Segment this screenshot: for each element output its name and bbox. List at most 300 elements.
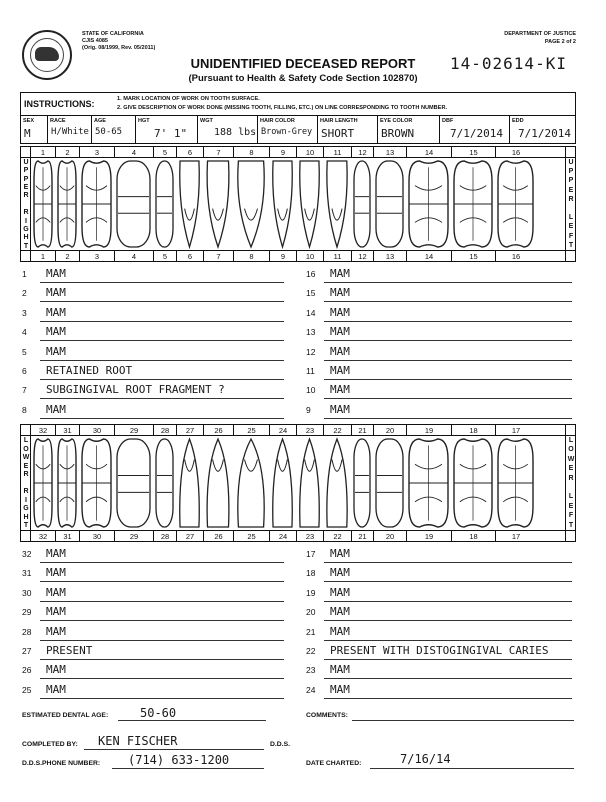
tooth-number-top-11: 11 [323,147,351,158]
est-age-value: 50-60 [140,706,177,720]
entry-line [324,640,572,641]
tooth-number-bottom-15: 15 [451,251,495,262]
side-label-letter: H [23,234,29,242]
side-label-letter: F [568,512,574,520]
entry-line [324,698,572,699]
tooth-number-bottom-6: 6 [176,251,203,262]
tooth-number-bottom-28: 28 [153,531,176,542]
entry-tooth-32[interactable] [22,546,284,564]
entry-line [324,360,572,361]
tooth-number-top-30: 30 [79,425,114,436]
entry-line [324,398,572,399]
side-label-letter: R [568,195,574,203]
entry-text: MAM [46,402,66,416]
upper-teeth [31,158,565,250]
weight-label: WGT [200,118,213,124]
entry-text: MAM [46,682,66,696]
case-number: 14-02614-KI [450,54,567,73]
tooth-number-top-13: 13 [373,147,406,158]
entry-line [40,321,284,322]
height-value: 7' 1" [154,127,188,140]
report-subtitle: (Pursuant to Health & Safety Code Section 102870) [188,73,418,84]
entry-tooth-13[interactable] [306,324,572,342]
date-charted-line [370,768,574,769]
upper-teeth-chart [20,146,576,262]
entry-tooth-4[interactable] [22,324,284,342]
instructions-label: INSTRUCTIONS: [24,99,95,109]
tooth-number-bottom-16: 16 [495,251,536,262]
entry-number: 20 [306,607,316,618]
tooth-number-top-20: 20 [373,425,406,436]
side-label-letter: P [23,175,29,183]
entry-number: 8 [22,404,27,415]
entry-tooth-26[interactable] [22,662,284,680]
instruction-1: 1. MARK LOCATION OF WORK ON TOOTH SURFACE. [117,96,260,102]
side-label-letter: E [23,462,29,470]
side-label-letter: R [23,192,29,200]
entry-line [324,562,572,563]
side-label-letter: O [568,446,574,454]
entry-text: MAM [46,305,66,319]
entry-tooth-31[interactable] [22,565,284,583]
lower-left-label [565,425,575,541]
tooth-number-top-24: 24 [269,425,296,436]
entry-number: 13 [306,327,316,338]
tooth-9[interactable] [269,158,296,250]
entry-tooth-17[interactable] [306,546,572,564]
phone-value: (714) 633-1200 [128,753,230,767]
tooth-10[interactable] [296,158,323,250]
side-label-letter: P [23,167,29,175]
entry-line [40,678,284,679]
side-label-letter: F [568,232,574,240]
entry-number: 1 [22,269,27,279]
dds-label: D.D.S. [270,741,291,748]
age-label: AGE [94,118,106,124]
entry-tooth-14[interactable] [306,305,572,323]
tooth-number-bottom-11: 11 [323,251,351,262]
entry-line [324,601,572,602]
lower-right-label [21,425,31,541]
entry-line [40,640,284,641]
entry-tooth-12[interactable] [306,344,572,362]
entry-line [324,282,572,283]
eye-color-cell [377,116,439,144]
entry-number: 29 [22,607,32,618]
entry-line [324,659,572,660]
tooth-number-top-21: 21 [351,425,373,436]
side-label-letter: R [23,488,29,496]
hair-length-label: HAIR LENGTH [320,118,358,124]
entry-number: 30 [22,587,32,598]
entry-text: MAM [330,682,350,696]
entry-text: MAM [46,325,66,339]
entry-number: 21 [306,626,316,637]
tooth-number-bottom-27: 27 [176,531,203,542]
side-label-letter: L [568,437,574,444]
side-label-letter: E [568,186,574,194]
entry-number: 26 [22,665,32,676]
entry-text: MAM [330,585,350,599]
tooth-22[interactable] [323,436,351,530]
entry-number: 11 [306,366,315,376]
tooth-16[interactable] [495,158,536,250]
entry-number: 10 [306,385,316,396]
entry-number: 17 [306,549,316,559]
side-label-letter: E [568,465,574,473]
lower-numbers-bottom [21,530,575,541]
tooth-20[interactable] [373,436,406,530]
tooth-number-bottom-5: 5 [153,251,176,262]
tooth-number-top-19: 19 [406,425,451,436]
entry-tooth-20[interactable] [306,604,572,622]
entry-text: MAM [46,624,66,638]
tooth-number-bottom-31: 31 [55,531,79,542]
report-title: UNIDENTIFIED DECEASED REPORT [190,56,416,71]
tooth-27[interactable] [176,436,203,530]
tooth-number-top-15: 15 [451,147,495,158]
tooth-number-bottom-20: 20 [373,531,406,542]
hair-length-cell [317,116,377,144]
tooth-number-bottom-13: 13 [373,251,406,262]
sex-label: SEX [23,118,35,124]
age-cell [91,116,135,144]
completed-by-line [84,749,264,750]
tooth-number-top-31: 31 [55,425,79,436]
tooth-14[interactable] [406,158,451,250]
tooth-number-top-17: 17 [495,425,536,436]
tooth-number-top-27: 27 [176,425,203,436]
entry-text: PRESENT [46,644,93,657]
phone-line [112,768,264,769]
entry-text: MAM [46,663,66,677]
lower-numbers-top [21,425,575,436]
dbf-label: DBF [442,118,454,124]
entry-line [324,340,572,341]
tooth-32[interactable] [31,436,55,530]
entry-line [324,321,572,322]
entry-line [324,301,572,302]
tooth-26[interactable] [203,436,233,530]
side-label-letter: E [568,223,574,231]
est-age-label: ESTIMATED DENTAL AGE: [22,712,109,719]
tooth-number-bottom-25: 25 [233,531,269,542]
completed-by-value: KEN FISCHER [98,734,178,748]
entry-tooth-18[interactable] [306,565,572,583]
tooth-31[interactable] [55,436,79,530]
entry-tooth-15[interactable] [306,285,572,303]
entry-number: 32 [22,549,32,559]
entry-text: MAM [330,547,350,560]
entry-line [40,379,284,380]
tooth-number-top-6: 6 [176,147,203,158]
entry-number: 27 [22,646,32,656]
race-label: RACE [50,118,66,124]
tooth-15[interactable] [451,158,495,250]
side-label-letter: O [23,445,29,453]
tooth-number-bottom-8: 8 [233,251,269,262]
tooth-19[interactable] [406,436,451,530]
entry-text: MAM [330,364,350,377]
tooth-12[interactable] [351,158,373,250]
entry-text: MAM [46,286,66,300]
tooth-11[interactable] [323,158,351,250]
tooth-number-top-26: 26 [203,425,233,436]
tooth-29[interactable] [114,436,153,530]
entry-tooth-22[interactable] [306,643,572,661]
tooth-number-bottom-7: 7 [203,251,233,262]
upper-numbers-top [21,147,575,158]
entry-line [40,282,284,283]
tooth-number-top-32: 32 [38,426,48,435]
tooth-number-top-14: 14 [406,147,451,158]
entry-tooth-2[interactable] [22,285,284,303]
entry-tooth-7[interactable] [22,382,284,400]
entry-tooth-29[interactable] [22,604,284,622]
tooth-number-bottom-32: 32 [38,532,48,541]
tooth-4[interactable] [114,158,153,250]
dbf-cell [439,116,509,144]
page-number: PAGE 2 of 2 [544,39,576,45]
entry-text: MAM [330,286,350,300]
edd-cell [509,116,577,144]
sex-value: M [24,127,31,140]
entry-number: 9 [306,404,311,415]
side-label-letter: T [23,242,29,250]
comments-label: COMMENTS: [306,712,348,719]
entry-text: MAM [330,566,350,580]
entry-line [40,620,284,621]
side-label-letter: U [568,159,574,166]
entry-line [40,398,284,399]
entry-number: 23 [306,665,316,676]
entry-text: PRESENT WITH DISTOGINGIVAL CARIES [330,644,549,657]
entry-line [40,418,284,419]
tooth-number-bottom-30: 30 [79,531,114,542]
entry-text: MAM [330,305,350,319]
entry-tooth-6[interactable] [22,363,284,381]
entry-text: MAM [46,585,66,599]
entry-text: MAM [330,383,350,397]
entry-tooth-8[interactable] [22,402,284,420]
tooth-17[interactable] [495,436,536,530]
tooth-2[interactable] [55,158,79,250]
entry-number: 3 [22,307,27,318]
entry-line [40,601,284,602]
side-label-letter: L [568,493,574,501]
entry-tooth-27[interactable] [22,643,284,661]
side-label-letter: P [568,177,574,185]
tooth-1[interactable] [31,158,55,250]
tooth-number-top-12: 12 [351,147,373,158]
entry-line [324,379,572,380]
entry-number: 24 [306,684,316,695]
tooth-number-bottom-4: 4 [114,251,153,262]
tooth-number-top-2: 2 [55,147,79,158]
entry-line [40,301,284,302]
entry-number: 7 [22,385,27,396]
entry-line [324,678,572,679]
entry-text: MAM [330,344,350,358]
entry-text: MAM [330,663,350,677]
upper-numbers-bottom [21,250,575,261]
tooth-number-top-9: 9 [269,147,296,158]
tooth-number-top-23: 23 [296,425,323,436]
tooth-30[interactable] [79,436,114,530]
entry-text: MAM [46,547,66,560]
tooth-23[interactable] [296,436,323,530]
tooth-7[interactable] [203,158,233,250]
completed-by-label: COMPLETED BY: [22,741,78,748]
entry-text: MAM [330,267,350,280]
tooth-number-top-1: 1 [40,148,46,157]
tooth-3[interactable] [79,158,114,250]
race-value: H/White [51,127,89,137]
entry-number: 18 [306,568,316,579]
est-age-line [118,720,266,721]
tooth-number-bottom-9: 9 [269,251,296,262]
tooth-5[interactable] [153,158,176,250]
side-label-letter: T [568,241,574,249]
age-value: 50-65 [95,127,123,137]
entry-line [40,581,284,582]
entry-line [324,581,572,582]
upper-left-label [565,147,575,261]
date-charted-value: 7/16/14 [400,752,451,766]
edd-value: 7/1/2014 [518,127,571,140]
tooth-6[interactable] [176,158,203,250]
tooth-number-top-5: 5 [153,147,176,158]
entry-number: 25 [22,684,32,695]
entry-tooth-9[interactable] [306,402,572,420]
entry-text: RETAINED ROOT [46,364,133,377]
hair-color-cell [257,116,317,144]
tooth-number-bottom-24: 24 [269,531,296,542]
lower-teeth [31,436,565,530]
tooth-number-bottom-14: 14 [406,251,451,262]
tooth-number-top-29: 29 [114,425,153,436]
entry-number: 14 [306,307,316,318]
entry-text: MAM [330,402,350,416]
side-label-letter: W [567,455,575,463]
entry-text: MAM [330,325,350,339]
side-label-letter: G [23,225,29,233]
entry-tooth-3[interactable] [22,305,284,323]
side-label-letter: I [25,496,27,504]
entry-tooth-5[interactable] [22,344,284,362]
entry-line [40,698,284,699]
side-label-letter: T [23,522,29,530]
department: DEPARTMENT OF JUSTICE [504,31,576,37]
eye-color-label: EYE COLOR [380,118,413,124]
date-charted-label: DATE CHARTED: [306,760,362,767]
entry-text: MAM [46,566,66,580]
tooth-number-bottom-1: 1 [40,252,46,261]
side-label-letter: T [568,521,574,529]
entry-tooth-24[interactable] [306,682,572,700]
entry-tooth-16[interactable] [306,266,572,284]
entry-text: MAM [330,624,350,638]
tooth-28[interactable] [153,436,176,530]
entry-number: 31 [22,568,32,579]
tooth-number-top-8: 8 [233,147,269,158]
state-name: STATE OF CALIFORNIA [82,31,144,37]
entry-tooth-10[interactable] [306,382,572,400]
side-label-letter: R [568,474,574,482]
tooth-number-bottom-10: 10 [296,251,323,262]
tooth-number-bottom-17: 17 [495,531,536,542]
side-label-letter: R [23,471,29,479]
tooth-21[interactable] [351,436,373,530]
entry-line [324,620,572,621]
entry-text: MAM [46,344,66,358]
side-label-letter: U [23,159,29,166]
entry-tooth-11[interactable] [306,363,572,381]
tooth-8[interactable] [233,158,269,250]
entry-number: 15 [306,288,316,299]
instruction-2: 2. GIVE DESCRIPTION OF WORK DONE (MISSING TOOTH, FILLING, ETC.) ON LINE CORRESPONDING TO TOOTH NUMBER. [117,105,448,111]
entry-number: 28 [22,626,32,637]
tooth-number-bottom-2: 2 [55,251,79,262]
tooth-number-bottom-3: 3 [79,251,114,262]
tooth-number-bottom-29: 29 [114,531,153,542]
height-cell [135,116,197,144]
entry-tooth-21[interactable] [306,624,572,642]
tooth-number-top-10: 10 [296,147,323,158]
tooth-number-bottom-22: 22 [323,531,351,542]
entry-tooth-23[interactable] [306,662,572,680]
hair-length-value: SHORT [321,127,355,140]
entry-tooth-25[interactable] [22,682,284,700]
entry-number: 4 [22,327,27,338]
tooth-18[interactable] [451,436,495,530]
lower-teeth-chart [20,424,576,542]
entry-tooth-30[interactable] [22,585,284,603]
side-label-letter: G [23,505,29,513]
race-cell [47,116,91,144]
tooth-number-top-7: 7 [203,147,233,158]
entry-text: MAM [46,605,66,619]
entry-tooth-28[interactable] [22,624,284,642]
tooth-number-bottom-12: 12 [351,251,373,262]
entry-number: 12 [306,346,316,357]
entry-line [40,562,284,563]
entry-line [324,418,572,419]
tooth-number-top-16: 16 [495,147,536,158]
tooth-number-top-4: 4 [114,147,153,158]
tooth-number-top-18: 18 [451,425,495,436]
entry-line [40,340,284,341]
form-number: CJIS 4085 [82,38,108,44]
entry-tooth-19[interactable] [306,585,572,603]
eye-color-value: BROWN [381,127,415,140]
entry-tooth-1[interactable] [22,266,284,284]
hair-color-value: Brown-Grey [261,127,313,137]
side-label-letter: E [568,502,574,510]
tooth-24[interactable] [269,436,296,530]
tooth-number-top-3: 3 [79,147,114,158]
weight-cell [197,116,257,144]
tooth-25[interactable] [233,436,269,530]
edd-label: EDD [512,118,524,124]
height-label: HGT [138,118,150,124]
tooth-number-bottom-21: 21 [351,531,373,542]
form-revision: (Orig. 08/1999, Rev. 05/2011) [82,45,156,51]
side-label-letter: L [23,437,29,444]
entry-number: 2 [22,288,27,299]
entry-line [40,360,284,361]
tooth-13[interactable] [373,158,406,250]
